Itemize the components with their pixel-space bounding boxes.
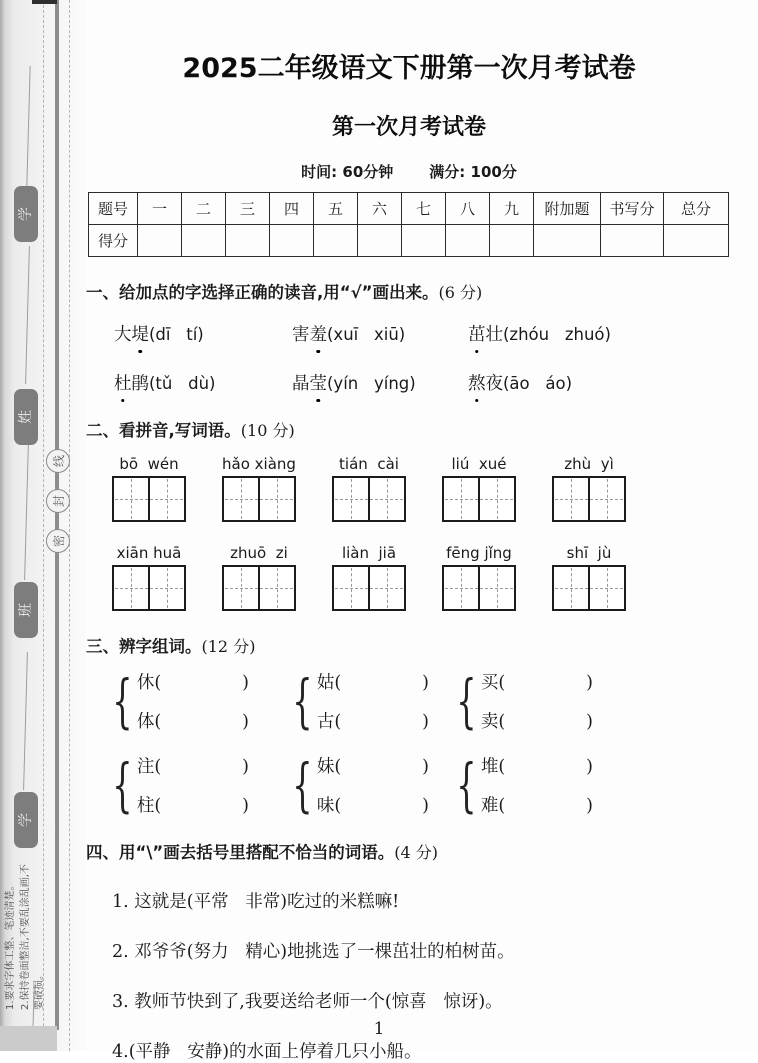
brace-icon: {: [292, 667, 313, 735]
pinyin-options: (yín yíng): [327, 374, 416, 393]
page-number: 1: [373, 1019, 385, 1039]
writing-grid: [552, 565, 626, 611]
close-paren: ): [242, 757, 249, 777]
sentence-item: 3. 教师节快到了,我要送给老师一个(惊喜 惊讶)。: [112, 992, 503, 1012]
close-paren: ): [586, 796, 593, 816]
word-pair: [110, 669, 290, 733]
score-cell: [402, 225, 446, 257]
word-grid-item: [442, 455, 516, 522]
section4-heading: [86, 839, 742, 863]
grid-cell: [148, 478, 184, 520]
pronunciation-item: [468, 321, 742, 346]
brace-icon: {: [456, 751, 477, 819]
header-cell: 四: [270, 193, 314, 225]
score-cell: [270, 225, 314, 257]
time-limit: 时间: 60分钟: [301, 163, 394, 181]
header-cell: 书写分: [601, 193, 664, 225]
pinyin-label: liú xué: [451, 455, 507, 473]
section3-points: (12 分): [201, 637, 256, 656]
grid-cell: [588, 567, 624, 609]
pair-char: 休: [136, 673, 155, 693]
instruction-line: 2.保持卷面整洁,不要乱涂乱画,不要破损。: [19, 864, 45, 1010]
grid-cell: [114, 567, 148, 609]
open-paren: (: [334, 757, 342, 777]
section3-heading: [86, 633, 742, 657]
open-paren: (: [154, 796, 162, 816]
item-text: 害: [292, 325, 310, 345]
pinyin-options: (zhóu zhuó): [503, 325, 611, 344]
word-grid-item: [222, 544, 296, 611]
grid-cell: [554, 478, 588, 520]
writing-grid: [332, 476, 406, 522]
pair-char: 体: [136, 712, 155, 732]
page-subtitle: 第一次月考试卷: [331, 115, 486, 140]
header-cell: 五: [314, 193, 358, 225]
pronunciation-item: [114, 370, 292, 395]
header-cell: 题号: [89, 193, 138, 225]
header-cell: 六: [358, 193, 402, 225]
score-cell: [314, 225, 358, 257]
dotted-char: 熬: [468, 370, 486, 395]
grid-cell: [554, 567, 588, 609]
score-cell: [601, 225, 664, 257]
sentence-item: 4.(平静 安静)的水面上停着几只小船。: [112, 1042, 422, 1062]
grid-cell: [258, 567, 294, 609]
word-grid-item: [552, 455, 626, 522]
brace-icon: {: [112, 667, 133, 735]
score-cell: [358, 225, 402, 257]
word-grid-item: [332, 455, 406, 522]
section4-sentences: [112, 888, 742, 1063]
grid-cell: [224, 567, 258, 609]
page-title: 2025二年级语文下册第一次月考试卷: [182, 53, 636, 84]
pair-char: 买: [480, 673, 499, 693]
school-label: 学校: [14, 792, 38, 848]
word-pair: [454, 669, 742, 733]
item-text: 大: [114, 325, 132, 345]
item-text: 晶: [292, 374, 310, 394]
writing-grid: [332, 565, 406, 611]
score-table-score-row: [89, 225, 729, 257]
header-cell: 九: [490, 193, 534, 225]
word-grid-item: [552, 544, 626, 611]
item-text: 夜: [485, 374, 503, 394]
word-grid-row: [112, 544, 742, 611]
score-cell: [138, 225, 182, 257]
pinyin-label: tián cài: [339, 455, 399, 473]
close-paren: ): [242, 796, 249, 816]
close-paren: ): [422, 673, 429, 693]
info-write-line: [24, 443, 29, 580]
open-paren: (: [154, 673, 162, 693]
sentence-item: 1. 这就是(平常 非常)吃过的米糕嘛!: [112, 892, 400, 912]
pinyin-options: (dī tí): [149, 325, 204, 344]
close-paren: ): [422, 712, 429, 732]
pronunciation-item: [292, 370, 468, 395]
writing-grid: [222, 565, 296, 611]
brace-icon: {: [112, 751, 133, 819]
class-label: 班级: [14, 582, 38, 638]
grid-cell: [478, 567, 514, 609]
open-paren: (: [154, 757, 162, 777]
pair-char: 柱: [136, 796, 155, 816]
brace-icon: {: [292, 751, 313, 819]
word-pair-row: [110, 669, 742, 733]
section1-points: (6 分): [438, 283, 483, 302]
pronunciation-item: [292, 321, 468, 346]
pair-char: 卖: [480, 712, 499, 732]
info-write-line: [26, 66, 30, 186]
close-paren: ): [586, 757, 593, 777]
sentence-item: 2. 邓爷爷(努力 精心)地挑选了一棵茁壮的柏树苗。: [112, 942, 515, 962]
word-grid-row: [112, 455, 742, 522]
open-paren: (: [498, 673, 506, 693]
section2-heading: [86, 417, 742, 441]
dotted-char: 羞: [310, 321, 328, 346]
exam-instructions-note: [4, 858, 48, 1010]
open-paren: (: [334, 712, 342, 732]
score-cell: [226, 225, 270, 257]
writing-grid: [552, 476, 626, 522]
score-cell: [534, 225, 601, 257]
header-cell: 总分: [664, 193, 729, 225]
open-paren: (: [498, 712, 506, 732]
word-pair: [110, 753, 290, 817]
close-paren: ): [586, 712, 593, 732]
word-pair: [290, 669, 454, 733]
word-grid-item: [112, 544, 186, 611]
word-pair: [454, 753, 742, 817]
grid-cell: [588, 478, 624, 520]
grid-cell: [368, 567, 404, 609]
header-cell: 二: [182, 193, 226, 225]
pinyin-label: bō wén: [119, 455, 179, 473]
header-cell: 七: [402, 193, 446, 225]
writing-grid: [112, 476, 186, 522]
grid-cell: [368, 478, 404, 520]
section4-points: (4 分): [394, 843, 438, 862]
score-cell: [182, 225, 226, 257]
score-table: [88, 192, 729, 257]
open-paren: (: [498, 757, 506, 777]
pair-char: 难: [480, 796, 499, 816]
pinyin-options: (āo áo): [503, 374, 573, 393]
section1-heading: [86, 279, 742, 303]
pronunciation-item: [114, 321, 292, 346]
pair-char: 味: [316, 796, 335, 816]
writing-grid: [442, 476, 516, 522]
writing-grid: [112, 565, 186, 611]
pinyin-options: (xuī xiū): [327, 325, 406, 344]
grid-cell: [148, 567, 184, 609]
open-paren: (: [154, 712, 162, 732]
fold-dash-line: [69, 0, 70, 1051]
close-paren: ): [422, 796, 429, 816]
pinyin-label: liàn jiā: [341, 544, 397, 562]
word-grid-item: [442, 544, 516, 611]
full-score: 满分: 100分: [429, 163, 517, 181]
section1-items: [114, 321, 742, 395]
seal-margin: [0, 0, 86, 1051]
score-cell: [446, 225, 490, 257]
seal-char-icon: 封: [46, 489, 70, 513]
word-grid-item: [112, 455, 186, 522]
exam-content: [86, 0, 742, 1063]
grid-cell: [224, 478, 258, 520]
pronunciation-item: [468, 370, 742, 395]
grid-cell: [258, 478, 294, 520]
name-label: 姓名: [14, 389, 38, 445]
pair-char: 古: [316, 712, 335, 732]
pinyin-label: zhù yì: [564, 455, 614, 473]
exam-info-line: [86, 161, 732, 182]
pinyin-label: fēng jǐng: [446, 544, 512, 562]
instruction-line: 1.要求字体工整、笔迹清楚。: [5, 880, 16, 1010]
writing-grid: [442, 565, 516, 611]
pair-char: 注: [136, 757, 155, 777]
dotted-char: 茁: [468, 321, 486, 346]
item-text: 壮: [485, 325, 503, 345]
seal-fold-line: [55, 0, 59, 1030]
brace-icon: {: [456, 667, 477, 735]
header-cell: 八: [446, 193, 490, 225]
grid-cell: [114, 478, 148, 520]
pinyin-options: (tǔ dù): [149, 374, 216, 393]
pinyin-label: zhuō zi: [230, 544, 288, 562]
section3-heading-text: 三、辨字组词。: [86, 637, 202, 656]
grid-cell: [334, 478, 368, 520]
dotted-char: 杜: [114, 370, 132, 395]
seal-char-icon: 线: [46, 449, 70, 473]
word-grid-item: [222, 455, 296, 522]
pair-char: 堆: [480, 757, 499, 777]
seal-char-icon: 密: [46, 529, 70, 553]
section2-points: (10 分): [240, 421, 295, 440]
student-id-label: 学号: [14, 186, 38, 242]
header-cell: 一: [138, 193, 182, 225]
info-write-line: [25, 246, 30, 384]
word-grid-item: [332, 544, 406, 611]
score-cell: [664, 225, 729, 257]
open-paren: (: [334, 796, 342, 816]
grid-cell: [334, 567, 368, 609]
pinyin-label: hǎo xiàng: [222, 455, 296, 473]
pair-char: 姑: [316, 673, 335, 693]
score-table-header-row: [89, 193, 729, 225]
grid-cell: [444, 567, 478, 609]
section1-heading-text: 一、给加点的字选择正确的读音,用“√”画出来。: [86, 283, 439, 302]
score-cell: [490, 225, 534, 257]
close-paren: ): [242, 673, 249, 693]
open-paren: (: [498, 796, 506, 816]
close-paren: ): [586, 673, 593, 693]
section4-heading-text: 四、用“\”画去括号里搭配不恰当的词语。: [86, 843, 395, 862]
scan-corner-shade: [0, 1026, 57, 1051]
header-cell: 附加题: [534, 193, 601, 225]
section2-heading-text: 二、看拼音,写词语。: [86, 421, 241, 440]
close-paren: ): [422, 757, 429, 777]
item-text: 鹃: [131, 374, 149, 394]
writing-grid: [222, 476, 296, 522]
scan-corner-mark: [32, 0, 57, 4]
word-pair: [290, 753, 454, 817]
info-write-line: [23, 652, 28, 790]
score-row-label: 得分: [89, 225, 138, 257]
pair-char: 妹: [316, 757, 335, 777]
word-pair-row: [110, 753, 742, 817]
grid-cell: [478, 478, 514, 520]
pinyin-label: xiān huā: [116, 544, 182, 562]
dotted-char: 莹: [310, 370, 328, 395]
header-cell: 三: [226, 193, 270, 225]
open-paren: (: [334, 673, 342, 693]
close-paren: ): [242, 712, 249, 732]
dotted-char: 堤: [132, 321, 150, 346]
grid-cell: [444, 478, 478, 520]
pinyin-label: shī jù: [566, 544, 612, 562]
